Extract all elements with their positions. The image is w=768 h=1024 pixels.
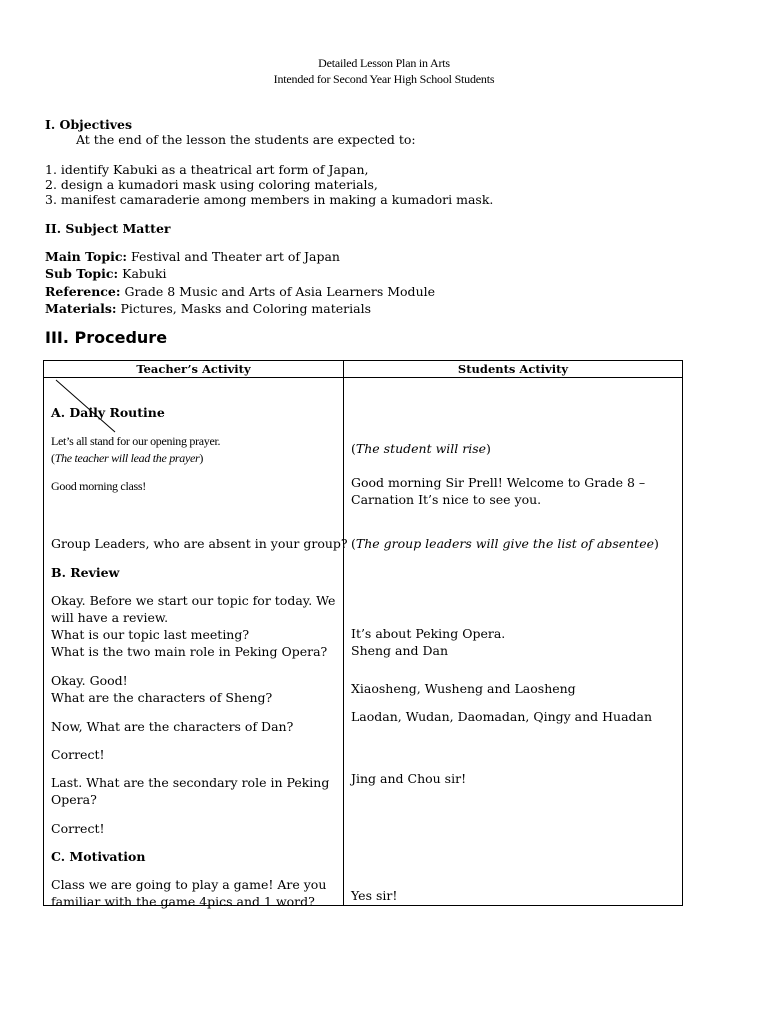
sub-topic-row <box>45 266 167 281</box>
main-topic-label: Main Topic: <box>45 249 128 264</box>
review-line-1: Okay. Before we start our topic for today. We <box>51 593 336 608</box>
main-topic-row <box>45 249 340 264</box>
materials-label: Materials: <box>45 301 117 316</box>
reference-value: Grade 8 Music and Arts of Asia Learners Module <box>124 284 436 299</box>
objective-item-2: 2. design a kumadori mask using coloring materials, <box>45 177 378 192</box>
objectives-intro: At the end of the lesson the students are expected to: <box>76 132 416 147</box>
game-line-2: familiar with the game 4pics and 1 word? <box>51 894 315 909</box>
correct-line-2: Correct! <box>51 821 105 836</box>
sub-topic-label: Sub Topic: <box>45 266 119 281</box>
student-dan-answer: Laodan, Wudan, Daomadan, Qingy and Huadan <box>351 709 653 724</box>
dan-question: Now, What are the characters of Dan? <box>51 719 294 734</box>
teacher-activity-cell <box>44 378 348 909</box>
student-greet-line-1: Good morning Sir Prell! Welcome to Grade 8 – <box>351 475 646 490</box>
prayer-line: Let’s all stand for our opening prayer. <box>51 434 221 448</box>
students-activity-cell <box>344 378 683 906</box>
secondary-line-2: Opera? <box>51 792 97 807</box>
student-peking-line-2: Sheng and Dan <box>351 643 449 658</box>
review-line-2: will have a review. <box>51 610 169 625</box>
reference-label: Reference: <box>45 284 121 299</box>
secondary-line-1: Last. What are the secondary role in Peking <box>51 775 330 790</box>
materials-row <box>45 301 371 316</box>
prayer-note: (The teacher will lead the prayer) <box>51 451 204 465</box>
student-rise: (The student will rise) <box>351 441 491 456</box>
motivation-heading: C. Motivation <box>51 849 146 864</box>
student-yes-answer: Yes sir! <box>351 888 398 903</box>
correct-line-1: Correct! <box>51 747 105 762</box>
absent-question: Group Leaders, who are absent in your group? <box>51 536 348 551</box>
reference-row <box>45 284 435 299</box>
greeting-line: Good morning class! <box>51 479 146 493</box>
doc-subtitle: Intended for Second Year High School Students <box>273 72 495 86</box>
review-line-4: What is the two main role in Peking Opera? <box>51 644 328 659</box>
objective-item-3: 3. manifest camaraderie among members in making a kumadori mask. <box>45 192 494 207</box>
good-line-1: Okay. Good! <box>51 673 128 688</box>
objectives-heading: I. Objectives <box>45 117 133 132</box>
good-line-2: What are the characters of Sheng? <box>51 690 273 705</box>
main-topic-value: Festival and Theater art of Japan <box>131 249 340 264</box>
sub-topic-value: Kabuki <box>122 266 167 281</box>
student-greet-line-2: Carnation It’s nice to see you. <box>351 492 542 507</box>
materials-value: Pictures, Masks and Coloring materials <box>120 301 371 316</box>
student-peking-line-1: It’s about Peking Opera. <box>351 626 506 641</box>
teacher-column-header: Teacher’s Activity <box>44 361 344 378</box>
student-jing-answer: Jing and Chou sir! <box>351 771 467 786</box>
student-sheng-answer: Xiaosheng, Wusheng and Laosheng <box>351 681 576 696</box>
student-absentee: (The group leaders will give the list of absentee) <box>351 536 659 551</box>
subject-matter-heading: II. Subject Matter <box>45 221 171 236</box>
students-column-header: Students Activity <box>344 361 683 378</box>
procedure-heading: III. Procedure <box>45 328 168 347</box>
daily-routine-heading: A. Daily Routine <box>51 405 165 420</box>
activity-table <box>43 360 683 909</box>
doc-title: Detailed Lesson Plan in Arts <box>318 56 450 70</box>
review-line-3: What is our topic last meeting? <box>51 627 250 642</box>
game-line-1: Class we are going to play a game! Are you <box>51 877 327 892</box>
objective-item-1: 1. identify Kabuki as a theatrical art form of Japan, <box>45 162 369 177</box>
review-heading: B. Review <box>51 565 120 580</box>
